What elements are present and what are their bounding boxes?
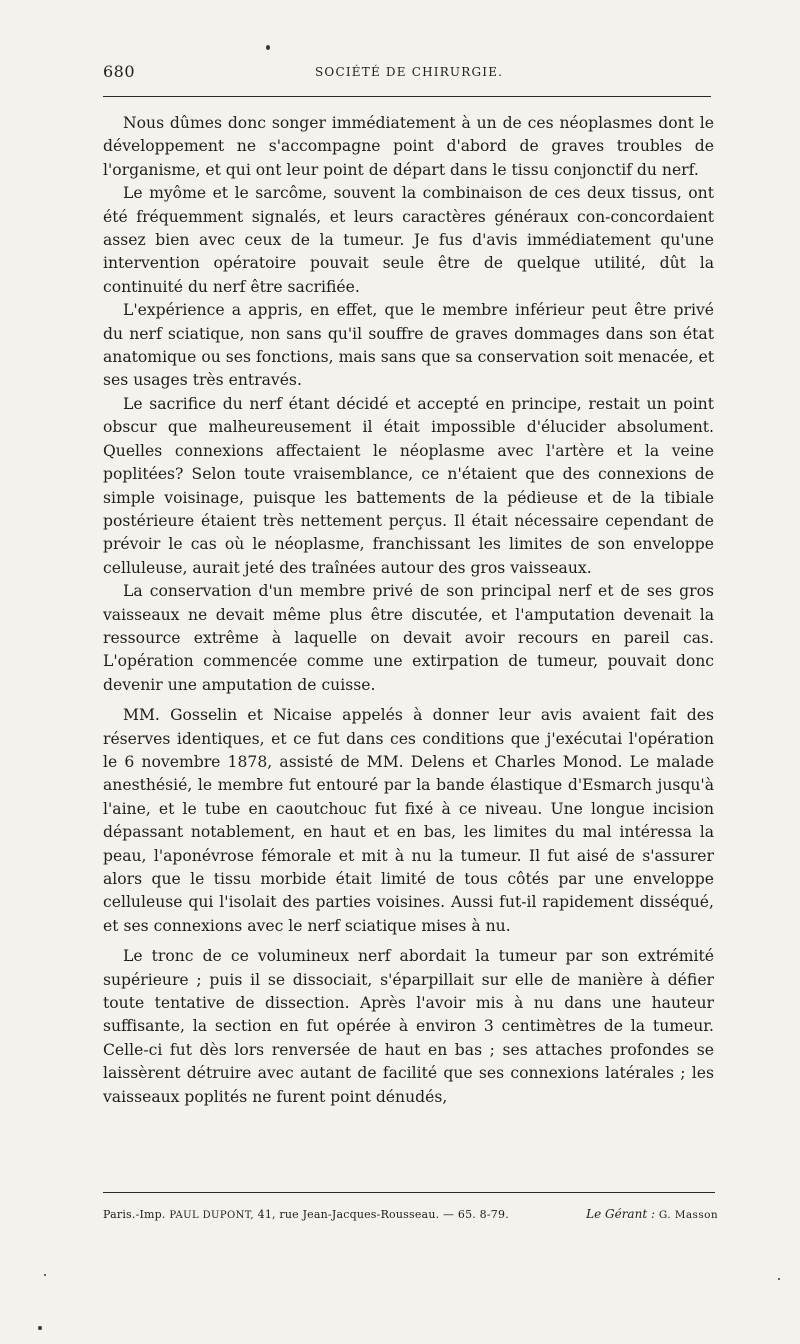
paragraph: MM. Gosselin et Nicaise appelés à donner leur avis avaient fait des réserves identiques, et ce fut dans ces conditions que j'exécutai l'opération le 6 novembre 1878, assisté de MM. Delens et Charles Monod. Le malade anesthésié, le membre fut entouré par la bande élastique d'Esmarch jusqu'à l'aine, et le tube en caoutchouc fut fixé à ce niveau. Une longue incision dépassant notablement, en haut et en bas, les limites du mal intéressa la peau, l'aponévrose fémorale et mit à nu la tumeur. Il fut aisé de s'assurer alors que le tissu morbide était limité de tous côtés par une enveloppe celluleuse qui l'isolait des parties voisines. Aussi fut-il rapidement disséqué, et ses connexions avec le nerf sciatique mises à nu. <box>103 706 714 935</box>
paragraph: Le sacrifice du nerf étant décidé et accepté en principe, restait un point obscur que malheureusement il était impossible d'élucider absolument. Quelles connexions affectaient le néoplasme avec l'artère et la veine poplitées? Selon toute vraisemblance, ce n'étaient que des connexions de simple voisinage, puisque les battements de la pédieuse et de la tibiale postérieure étaient très nettement perçus. Il était nécessaire cependant de prévoir le cas où le néoplasme, franchissant les limites de son enveloppe celluleuse, aurait jeté des traînées autour des gros vaisseaux. <box>103 394 714 577</box>
printer-name: PAUL DUPONT, <box>169 1210 254 1221</box>
paragraph: Le tronc de ce volumineux nerf abordait la tumeur par son extrémité supérieure ; puis il se dissociait, s'éparpillait sur elle de manière à défier toute tentative de dissection. Après l'avoir mis à nu dans une hauteur suffisante, la section en fut opérée à environ 3 centimètres de la tumeur. Celle-ci fut dès lors renversée de haut en bas ; ses attaches profondes se laissèrent détruire avec autant de facilité que ses connexions latérales ; les vaisseaux poplités ne furent point dénudés, <box>103 947 714 1106</box>
printer-imprint <box>103 1208 509 1221</box>
body-text <box>103 112 714 1109</box>
gerant-name: G. Masson <box>658 1209 718 1221</box>
running-title: SOCIÉTÉ DE CHIRURGIE. <box>315 65 504 79</box>
header-rule <box>103 96 711 97</box>
page-header <box>103 62 713 86</box>
footer-rule <box>103 1192 715 1193</box>
paragraph: Nous dûmes donc songer immédiatement à un de ces néoplasmes dont le développement ne s'accompagne point d'abord de graves troubles de l'organisme, et qui ont leur point de départ dans le tissu conjonctif du nerf. <box>103 114 714 179</box>
print-speck <box>266 45 270 50</box>
page-footer <box>103 1206 718 1226</box>
page-number: 680 <box>103 62 136 81</box>
imprint-address: 41, rue Jean-Jacques-Rousseau. — 65. 8-79. <box>257 1208 509 1221</box>
print-speck <box>38 1326 42 1330</box>
imprint-prefix: Paris.-Imp. <box>103 1208 166 1221</box>
paragraph: La conservation d'un membre privé de son principal nerf et de ses gros vaisseaux ne devait même plus être discutée, et l'amputation devenait la ressource extrême à laquelle on devait avoir recours en pareil cas. L'opération commencée comme une extirpation de tumeur, pouvait donc devenir une amputation de cuisse. <box>103 582 714 694</box>
gerant-label: Le Gérant : <box>586 1207 655 1221</box>
paragraph: L'expérience a appris, en effet, que le membre inférieur peut être privé du nerf sciatique, non sans qu'il souffre de graves dommages dans son état anatomique ou ses fonctions, mais sans que sa conservation soit menacée, et ses usages très entravés. <box>103 301 714 390</box>
print-speck <box>778 1278 780 1280</box>
print-speck <box>44 1274 46 1276</box>
paragraph: Le myôme et le sarcôme, souvent la combinaison de ces deux tissus, ont été fréquemment signalés, et leurs caractères généraux con-concordaient assez bien avec ceux de la tumeur. Je fus d'avis immédiatement qu'une intervention opératoire pouvait seule être de quelque utilité, dût la continuité du nerf être sacrifiée. <box>103 184 714 296</box>
gerant-line <box>586 1207 718 1221</box>
